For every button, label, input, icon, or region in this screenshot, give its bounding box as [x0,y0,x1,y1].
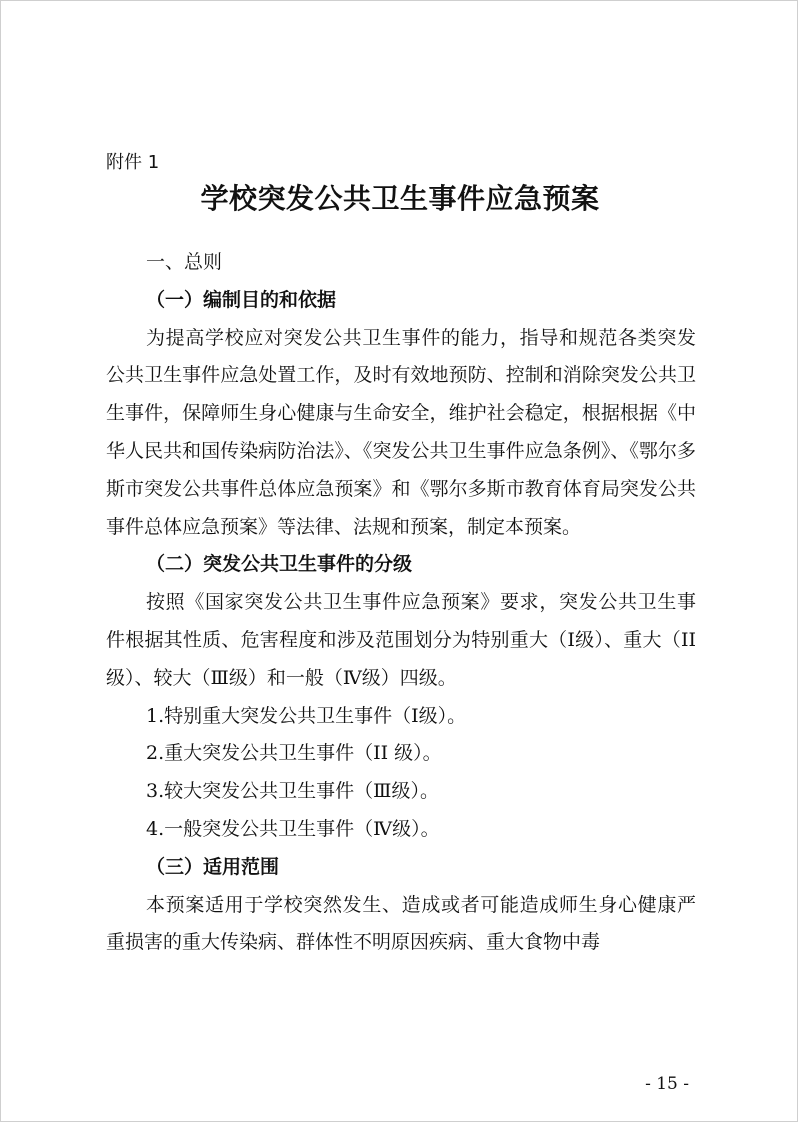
section-heading-general: 一、总则 [146,251,223,273]
subsection-heading-classification: （二）突发公共卫生事件的分级 [146,553,413,576]
paragraph-scope: 本预案适用于学校突然发生、造成或者可能造成师生身心健康严重损害的重大传染病、群体性不明原因疾病、重大食物中毒 [106,893,696,954]
attachment-label: 附件 1 [106,152,160,173]
page-number: - 15 - [645,1074,689,1094]
list-item: 1.特别重大突发公共卫生事件（Ⅰ级）。 [146,704,467,727]
list-item: 4.一般突发公共卫生事件（Ⅳ级）。 [146,817,440,840]
subsection-heading-scope: （三）适用范围 [146,855,280,878]
list-item: 3.较大突发公共卫生事件（Ⅲ级）。 [146,780,439,803]
paragraph-purpose: 为提高学校应对突发公共卫生事件的能力，指导和规范各类突发公共卫生事件应急处置工作，及时有效地预防、控制和消除突发公共卫生事件，保障师生身心健康与生命安全，维护社会稳定，根据根据《中华人民共和国传染病防治法》、《突发公共卫生事件应急条例》、《鄂尔多斯市突发公共事件总体应急预案》和《鄂尔多斯市教育体育局突发公共事件总体应急预案》等法律、法规和预案，制定本预案。 [106,326,696,538]
subsection-heading-purpose: （一）编制目的和依据 [146,288,337,311]
list-item: 2.重大突发公共卫生事件（II 级）。 [146,742,442,765]
document-title: 学校突发公共卫生事件应急预案 [200,182,600,215]
document-body [106,244,696,962]
paragraph-classification: 按照《国家突发公共卫生事件应急预案》要求，突发公共卫生事件根据其性质、危害程度和涉及范围划分为特别重大（Ⅰ级）、重大（II 级）、较大（Ⅲ级）和一般（Ⅳ级）四级。 [106,591,696,689]
